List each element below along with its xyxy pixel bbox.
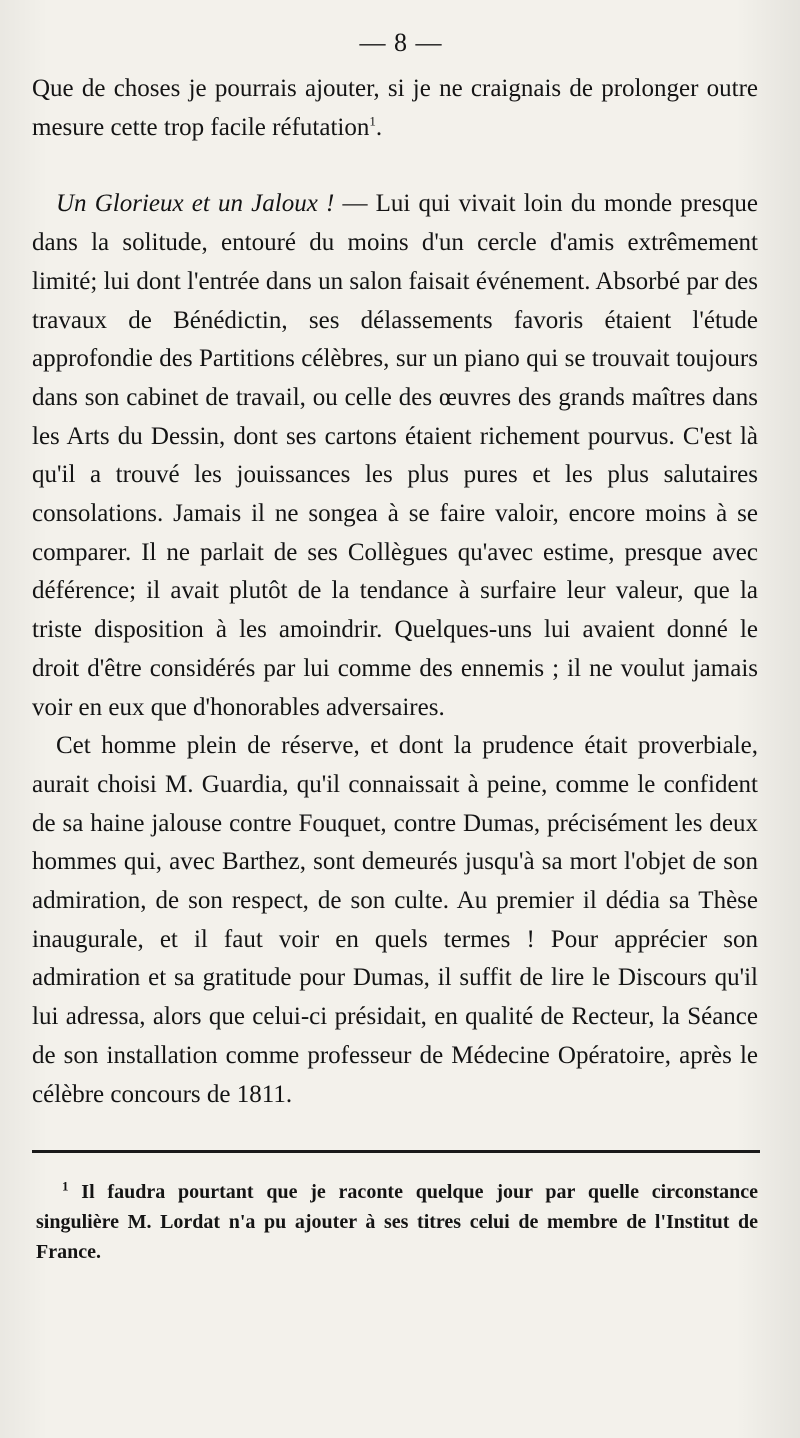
paragraph-2 bbox=[32, 185, 758, 727]
footnote-divider bbox=[32, 1150, 760, 1153]
section-heading-italic: Un Glorieux et un Jaloux ! bbox=[56, 190, 335, 218]
footnote-reference: 1 bbox=[369, 113, 376, 129]
paragraph-1 bbox=[32, 70, 758, 147]
paragraph-3-text: Cet homme plein de réserve, et dont la prudence était proverbiale, aurait choisi M. Guardia, qu'il connaissait à peine, comme le confident de sa haine jalouse contre Fouquet, contre Dumas, précisément les deux hommes qui, avec Barthez, sont demeurés jusqu'à sa mort l'objet de son admiration, de son respect, de son culte. Au premier il dédia sa Thèse inaugurale, et il faut voir en quels termes ! Pour apprécier son admiration et sa gratitude pour Dumas, il suffit de lire le Discours qu'il lui adressa, alors que celui-ci présidait, en qualité de Recteur, la Séance de son installation comme professeur de Médecine Opératoire, après le célèbre concours de 1811. bbox=[32, 732, 758, 1108]
footnote-text: Il faudra pourtant que je raconte quelque jour par quelle circonstance singulière M. Lordat n'a pu ajouter à ses titres celui de membre de l'Institut de France. bbox=[36, 1181, 759, 1264]
paragraph-1-text: Que de choses je pourrais ajouter, si je ne craignais de prolonger outre mesure cette trop facile réfutation bbox=[32, 75, 758, 141]
page-number: — 8 — bbox=[359, 28, 443, 57]
footnote bbox=[32, 1177, 758, 1267]
paragraph-2-text: — Lui qui vivait loin du monde presque dans la solitude, entouré du moins d'un cercle d'amis extrêmement limité; lui dont l'entrée dans un salon faisait événement. Absorbé par des travaux de Bénédictin, ses délassements favoris étaient l'étude approfondie des Partitions célèbres, sur un piano qui se trouvait toujours dans son cabinet de travail, ou celle des œuvres des grands maîtres dans les Arts du Dessin, dont ses cartons étaient richement pourvus. C'est là qu'il a trouvé les jouissances les plus pures et les plus salutaires consolations. Jamais il ne songea à se faire valoir, encore moins à se comparer. Il ne parlait de ses Collègues qu'avec estime, presque avec déférence; il avait plutôt de la tendance à surfaire leur valeur, que la triste disposition à les amoindrir. Quelques-uns lui avaient donné le droit d'être considérés par lui comme des ennemis ; il ne voulut jamais voir en eux que d'honorables adversaires. bbox=[32, 190, 758, 721]
paragraph-1-end: . bbox=[375, 113, 383, 141]
paragraph-3 bbox=[32, 727, 758, 1114]
body-text bbox=[32, 70, 758, 1114]
footnote-marker: 1 bbox=[62, 1178, 69, 1194]
